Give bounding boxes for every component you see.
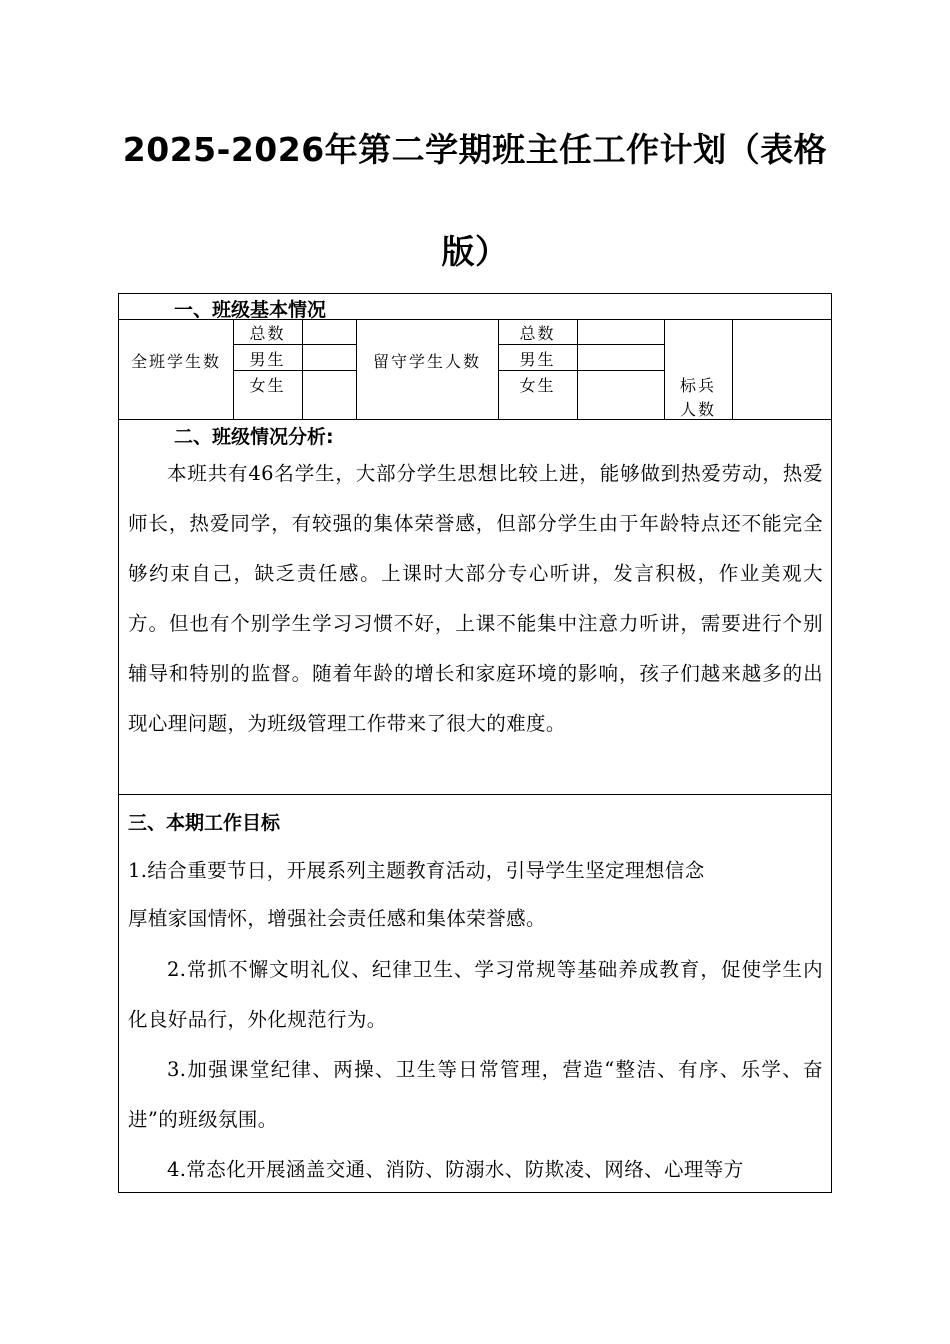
right-female-label: 女生 [519, 376, 556, 395]
row-divider [118, 794, 832, 795]
goal-item-1-line-2: 厚植家国情怀，增强社会责任感和集体荣誉感。 [128, 907, 546, 930]
row-divider [498, 344, 664, 345]
goal-item-4: 4.常态化开展涵盖交通、消防、防溺水、防欺凌、网络、心理等方 [167, 1158, 744, 1181]
col-divider [732, 319, 733, 419]
class-analysis-paragraph: 本班共有46名学生，大部分学生思想比较上进，能够做到热爱劳动，热爱师长，热爱同学，有较强的集体荣誉感，但部分学生由于年龄特点还不能完全够约束自己，缺乏责任感。上课时大部分专心听讲，发言积极，作业美观大方。但也有个别学生学习习惯不好，上课不能集中注意力听讲，需要进行个别辅导和特别的监督。随着年龄的增长和家庭环境的影响，孩子们越来越多的出现心理问题，为班级管理工作带来了很大的难度。 [128, 462, 823, 735]
col-divider [302, 319, 303, 419]
row-divider [233, 344, 356, 345]
goal-item-1-line-1: 1.结合重要节日，开展系列主题教育活动，引导学生坚定理想信念 [128, 859, 705, 882]
goal-item-2: 2.常抓不懈文明礼仪、纪律卫生、学习常规等基础养成教育，促使学生内化良好品行，外化规范行为。 [128, 958, 823, 1031]
right-total-label: 总数 [519, 324, 556, 343]
model-students-label-line-2: 人数 [679, 400, 716, 419]
document-title-line-2: 版） [441, 232, 509, 271]
row-divider [118, 319, 832, 320]
section-1-heading: 一、班级基本情况 [174, 299, 327, 321]
document-title-line-1: 2025-2026年第二学期班主任工作计划（表格 [122, 130, 828, 169]
right-male-label: 男生 [519, 350, 556, 369]
left-total-label: 总数 [249, 324, 286, 343]
left-behind-students-label: 留守学生人数 [372, 352, 481, 371]
total-students-label: 全班学生数 [130, 352, 221, 371]
goal-item-1 [128, 847, 823, 943]
left-male-label: 男生 [249, 350, 286, 369]
row-divider [233, 370, 356, 371]
model-students-label-line-1: 标兵 [679, 376, 716, 395]
col-divider [577, 319, 578, 419]
row-divider [498, 370, 664, 371]
goal-item-3: 3.加强课堂纪律、两操、卫生等日常管理，营造“整洁、有序、乐学、奋进”的班级氛围。 [128, 1058, 823, 1131]
section-3-heading: 三、本期工作目标 [128, 812, 281, 834]
left-female-label: 女生 [249, 376, 286, 395]
section-2-heading: 二、班级情况分析: [174, 426, 334, 448]
